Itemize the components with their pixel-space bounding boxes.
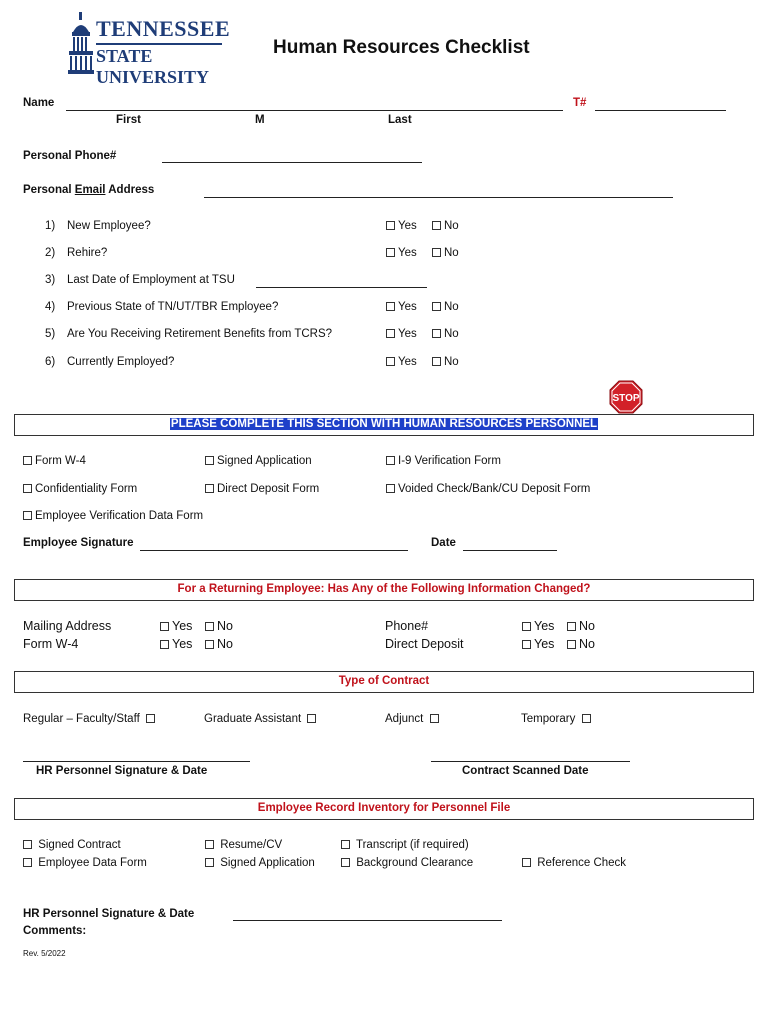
phone-label: Personal Phone# (23, 150, 117, 162)
no-checkbox[interactable]: No (432, 356, 459, 368)
logo-divider (96, 43, 222, 45)
mailing-yes-checkbox[interactable]: Yes (160, 619, 192, 633)
stop-sign-icon (609, 380, 643, 414)
email-label-prefix: Personal (23, 184, 75, 196)
contract-regular[interactable]: Regular – Faculty/Staff (23, 713, 158, 725)
section-hr-personnel-heading: PLEASE COMPLETE THIS SECTION WITH HUMAN RESOURCES PERSONNEL (170, 418, 598, 430)
hr-signature-label: HR Personnel Signature & Date (36, 765, 208, 777)
page-title: Human Resources Checklist (273, 37, 530, 58)
checkbox-reference-check[interactable]: Reference Check (522, 857, 626, 869)
checkbox-signed-contract[interactable]: Signed Contract (23, 839, 121, 851)
first-name-caption: First (116, 114, 141, 126)
middle-name-caption: M (255, 114, 265, 126)
date-field[interactable] (463, 550, 557, 551)
checkbox-background-clearance[interactable]: Background Clearance (341, 857, 473, 869)
no-checkbox[interactable]: No (432, 328, 459, 340)
mailing-address-label: Mailing Address (23, 619, 112, 633)
phone-no-checkbox[interactable]: No (567, 619, 595, 633)
checkbox-form-w4[interactable]: Form W-4 (23, 455, 86, 467)
logo-line-1: TENNESSEE (96, 16, 231, 41)
section-hr-personnel-header (14, 414, 754, 436)
last-date-field[interactable] (256, 287, 427, 288)
stop-sign-text: STOP (612, 393, 640, 404)
checkbox-direct-deposit-form[interactable]: Direct Deposit Form (205, 483, 319, 495)
no-checkbox[interactable]: No (432, 247, 459, 259)
email-label-underlined: Email (74, 184, 106, 196)
t-number-label: T# (573, 97, 587, 109)
last-name-caption: Last (388, 114, 412, 126)
phone-yes-checkbox[interactable]: Yes (522, 619, 554, 633)
email-label-suffix: Address (105, 184, 155, 196)
contract-adjunct[interactable]: Adjunct (385, 713, 442, 725)
contract-graduate-assistant[interactable]: Graduate Assistant (204, 713, 319, 725)
contract-temporary[interactable]: Temporary (521, 713, 594, 725)
checkbox-i9-form[interactable]: I-9 Verification Form (386, 455, 501, 467)
question-text: New Employee? (67, 220, 151, 232)
phone-field[interactable] (162, 162, 422, 163)
mailing-no-checkbox[interactable]: No (205, 619, 233, 633)
checkbox-voided-check[interactable]: Voided Check/Bank/CU Deposit Form (386, 483, 590, 495)
question-number: 4) (45, 301, 56, 313)
question-text: Last Date of Employment at TSU (67, 274, 235, 286)
section-returning-employee-heading: For a Returning Employee: Has Any of the Following Information Changed? (177, 583, 591, 595)
question-number: 5) (45, 328, 56, 340)
section-record-inventory-heading: Employee Record Inventory for Personnel File (257, 802, 511, 814)
checkbox-signed-application[interactable]: Signed Application (205, 455, 312, 467)
revision-note: Rev. 5/2022 (23, 949, 66, 958)
w4-no-checkbox[interactable]: No (205, 637, 233, 651)
question-number: 6) (45, 356, 56, 368)
contract-scanned-field[interactable] (431, 761, 630, 762)
checkbox-signed-application-2[interactable]: Signed Application (205, 857, 315, 869)
question-number: 1) (45, 220, 56, 232)
yes-checkbox[interactable]: Yes (386, 220, 417, 232)
question-number: 3) (45, 274, 56, 286)
hr-signature-footer-label: HR Personnel Signature & Date (23, 908, 195, 920)
hr-signature-footer-field[interactable] (233, 920, 502, 921)
logo-line-2: STATE UNIVERSITY (96, 46, 210, 87)
question-number: 2) (45, 247, 56, 259)
yes-checkbox[interactable]: Yes (386, 356, 417, 368)
t-number-field[interactable] (595, 110, 726, 111)
employee-signature-label: Employee Signature (23, 537, 134, 549)
checkbox-employee-verification[interactable]: Employee Verification Data Form (23, 510, 203, 522)
checkbox-confidentiality-form[interactable]: Confidentiality Form (23, 483, 137, 495)
yes-checkbox[interactable]: Yes (386, 328, 417, 340)
contract-scanned-label: Contract Scanned Date (462, 765, 589, 777)
form-w4-label: Form W-4 (23, 637, 79, 651)
yes-checkbox[interactable]: Yes (386, 301, 417, 313)
section-contract-type-header (14, 671, 754, 693)
yes-checkbox[interactable]: Yes (386, 247, 417, 259)
capitol-building-icon (68, 12, 94, 74)
direct-deposit-change-label: Direct Deposit (385, 637, 464, 651)
employee-signature-field[interactable] (140, 550, 408, 551)
comments-label: Comments: (23, 925, 87, 937)
question-text: Are You Receiving Retirement Benefits from TCRS? (67, 328, 333, 340)
deposit-yes-checkbox[interactable]: Yes (522, 637, 554, 651)
name-label: Name (23, 97, 55, 109)
name-field[interactable] (66, 110, 563, 111)
question-text: Rehire? (67, 247, 108, 259)
section-record-inventory-header (14, 798, 754, 820)
tsu-logo (68, 12, 231, 87)
hr-signature-field[interactable] (23, 761, 250, 762)
checkbox-employee-data-form[interactable]: Employee Data Form (23, 857, 147, 869)
email-label (23, 184, 154, 196)
no-checkbox[interactable]: No (432, 220, 459, 232)
section-contract-type-heading: Type of Contract (338, 675, 430, 687)
checkbox-transcript[interactable]: Transcript (if required) (341, 839, 469, 851)
email-field[interactable] (204, 197, 673, 198)
question-text: Currently Employed? (67, 356, 175, 368)
phone-change-label: Phone# (385, 619, 429, 633)
section-returning-employee-header (14, 579, 754, 601)
checkbox-resume-cv[interactable]: Resume/CV (205, 839, 282, 851)
deposit-no-checkbox[interactable]: No (567, 637, 595, 651)
date-label: Date (431, 537, 456, 549)
w4-yes-checkbox[interactable]: Yes (160, 637, 192, 651)
no-checkbox[interactable]: No (432, 301, 459, 313)
question-text: Previous State of TN/UT/TBR Employee? (67, 301, 279, 313)
